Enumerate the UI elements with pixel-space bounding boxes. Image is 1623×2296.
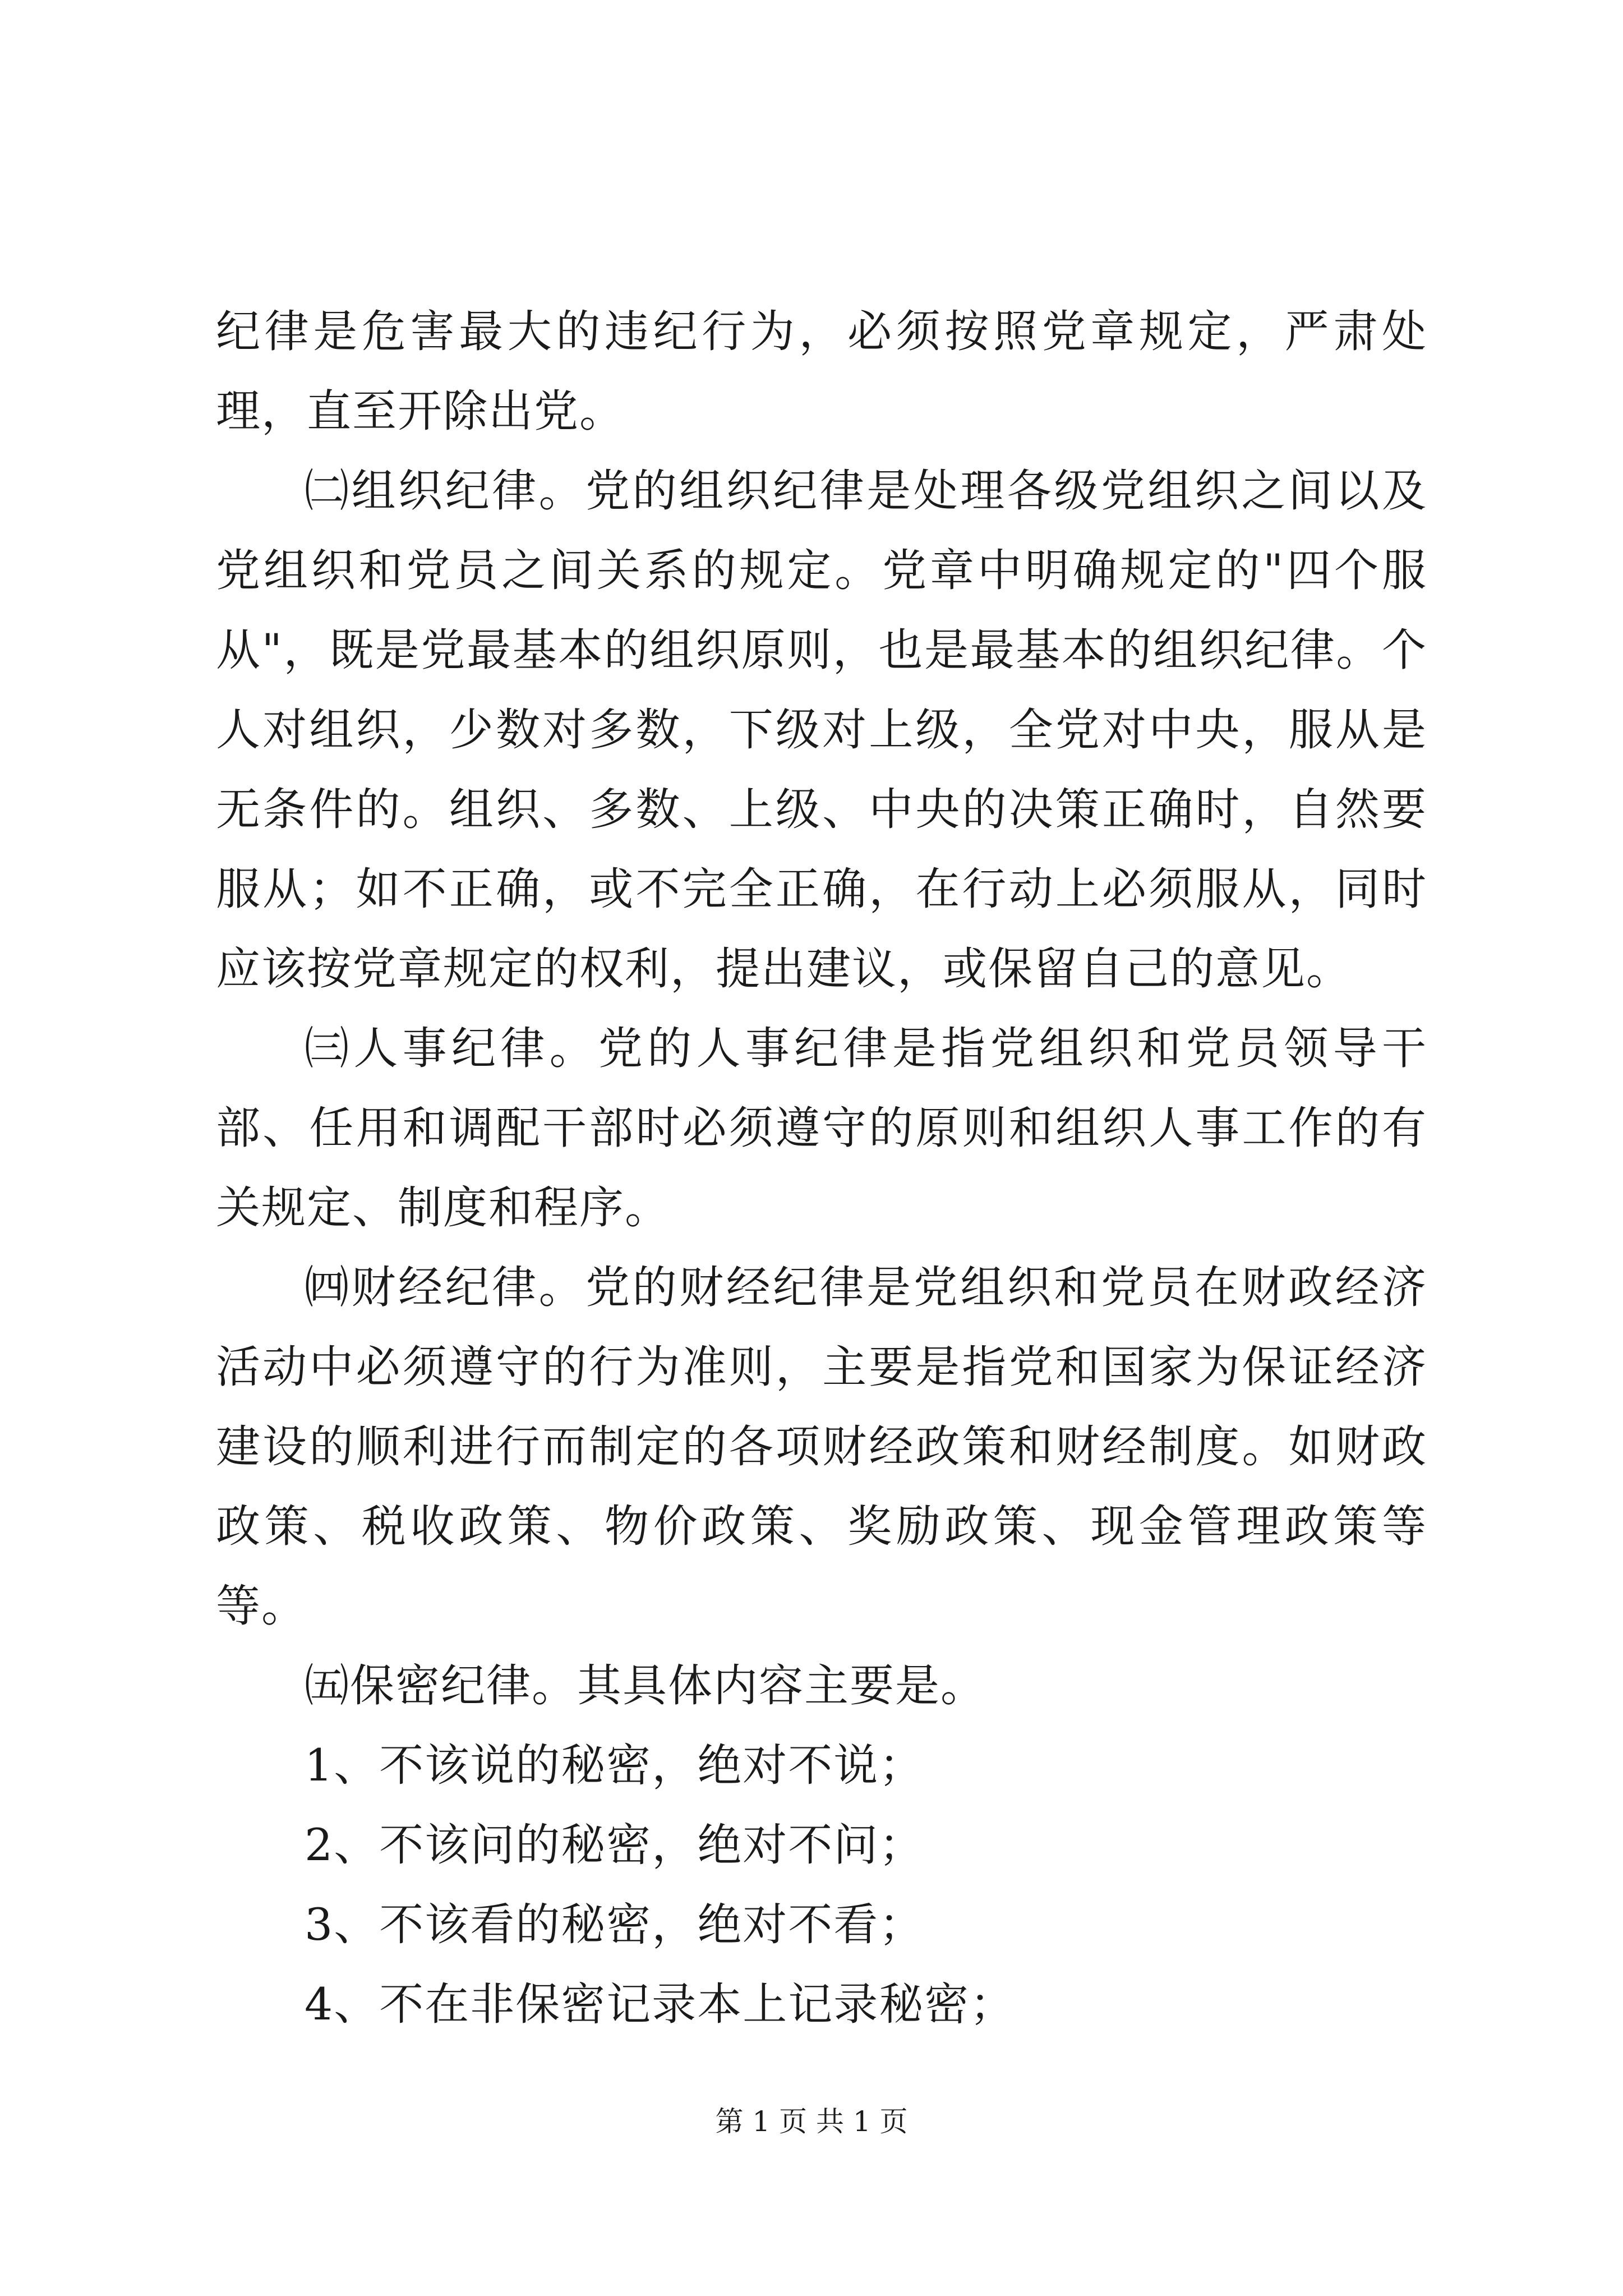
document-body — [216, 292, 1427, 2044]
list-item: 4、不在非保密记录本上记录秘密； — [305, 1978, 1016, 2030]
paragraph-confidentiality-discipline: ㈤保密纪律。其具体内容主要是。 — [305, 1660, 986, 1711]
paragraph-organization-discipline: ㈡组织纪律。党的组织纪律是处理各级党组织之间以及党组织和党员之间关系的规定。党章中明确规定的"四个服从"，既是党最基本的组织原则，也是最基本的组织纪律。个人对组织，少数对多数，下级对上级，全党对中央，服从是无条件的。组织、多数、上级、中央的决策正确时，自然要服从；如不正确，或不完全正确，在行动上必须服从，同时应该按党章规定的权利，提出建议，或保留自己的意见。 — [216, 465, 1427, 995]
paragraph-continuation: 纪律是危害最大的违纪行为，必须按照党章规定，严肃处理，直至开除出党。 — [216, 306, 1427, 437]
page-footer — [0, 2105, 1623, 2138]
paragraph-financial-discipline: ㈣财经纪律。党的财经纪律是党组织和党员在财政经济活动中必须遵守的行为准则，主要是指党和国家为保证经济建设的顺利进行而制定的各项财经政策和财经制度。如财政政策、税收政策、物价政策、奖励政策、现金管理政策等等。 — [216, 1262, 1427, 1632]
page-number-label: 第 1 页 共 1 页 — [715, 2105, 908, 2138]
list-item: 2、不该问的秘密，绝对不问； — [305, 1819, 925, 1871]
list-item: 1、不该说的秘密，绝对不说； — [305, 1740, 925, 1791]
paragraph-personnel-discipline: ㈢人事纪律。党的人事纪律是指党组织和党员领导干部、任用和调配干部时必须遵守的原则和组织人事工作的有关规定、制度和程序。 — [216, 1023, 1427, 1234]
list-item: 3、不该看的秘密，绝对不看； — [305, 1899, 925, 1950]
